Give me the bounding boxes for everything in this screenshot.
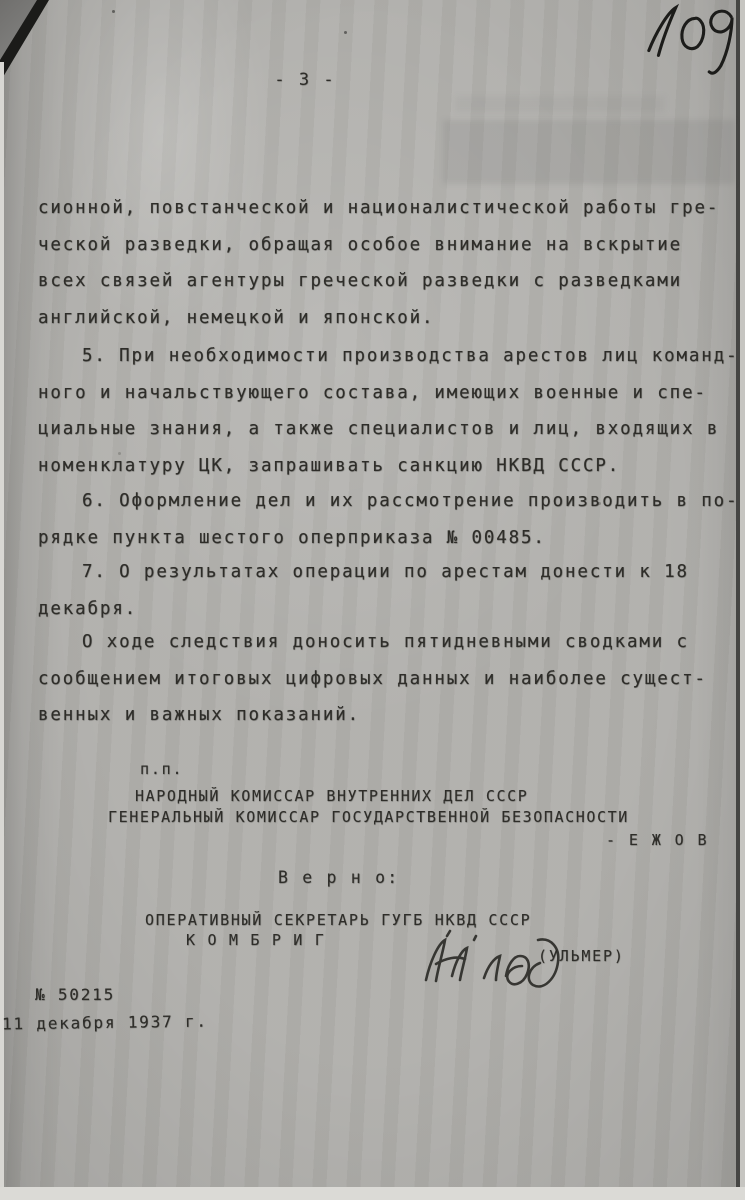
- text-line: ческой разведки, обращая особое внимание на вскрытие: [38, 234, 683, 255]
- paper-speck: [112, 10, 115, 13]
- scan-edge-bottom: [0, 1187, 745, 1200]
- secretary-title-line1: ОПЕРАТИВНЫЙ СЕКРЕТАРЬ ГУГБ НКВД СССР: [145, 911, 532, 929]
- digit-0-stroke: [681, 17, 705, 50]
- text-line: всех связей агентуры греческой разведки с разведками: [38, 271, 683, 291]
- paragraph-item-5: [38, 338, 743, 484]
- text-line: 6. Оформление дел и их рассмотрение производить в по-: [82, 491, 739, 511]
- digit-9-stroke: [706, 10, 732, 74]
- bleed-through-mark-small: [455, 96, 665, 112]
- text-line: венных и важных показаний.: [38, 705, 361, 725]
- text-line: номенклатуру ЦК, запрашивать санкцию НКВД СССР.: [38, 455, 621, 476]
- verno-label: В е р н о:: [278, 868, 400, 887]
- commissar-title-line1: НАРОДНЫЙ КОМИССАР ВНУТРЕННИХ ДЕЛ СССР: [135, 787, 529, 805]
- pp-mark: п.п.: [140, 760, 184, 778]
- text-line: декабря.: [38, 598, 138, 619]
- text-line: циальные знания, а также специалистов и лиц, входящих в: [38, 419, 720, 439]
- secretary-rank-kombrig: К О М Б Р И Г: [186, 931, 326, 949]
- text-line: ного и начальствующего состава, имеющих военные и спе-: [38, 382, 707, 403]
- order-number: № 50215: [35, 985, 116, 1004]
- paragraph-item-7: [38, 554, 743, 627]
- text-line: 5. При необходимости производства арестов лиц команд-: [82, 346, 739, 366]
- text-line: рядке пункта шестого оперприказа № 00485.: [38, 527, 546, 548]
- secretary-name-ulmer: (УЛЬМЕР): [538, 947, 625, 965]
- signer-name-yezhov: - Е Ж О В: [606, 831, 709, 849]
- paragraph-intro: [38, 190, 743, 336]
- text-line: сионной, повстанческой и националистической работы гре-: [38, 198, 720, 218]
- text-line: 7. О результатах операции по арестам донести к 18: [82, 562, 689, 582]
- bleed-through-mark: [443, 120, 735, 184]
- text-line: сообщением итоговых цифровых данных и наиболее сущест-: [38, 668, 707, 689]
- text-line: О ходе следствия доносить пятидневными сводками с: [82, 632, 689, 652]
- page-number: - 3 -: [274, 70, 336, 90]
- paper-speck: [344, 31, 347, 34]
- order-date: 11 декабря 1937 г.: [1, 1011, 208, 1034]
- signature-scribble: [412, 918, 572, 1003]
- paragraph-item-6: [38, 483, 743, 556]
- handwritten-folio-number: [642, 2, 737, 77]
- text-line: английской, немецкой и японской.: [38, 307, 435, 328]
- paragraph-closing: [38, 624, 743, 734]
- digit-1-stroke: [648, 6, 675, 57]
- commissar-title-line2: ГЕНЕРАЛЬНЫЙ КОМИССАР ГОСУДАРСТВЕННОЙ БЕЗОПАСНОСТИ: [108, 808, 629, 826]
